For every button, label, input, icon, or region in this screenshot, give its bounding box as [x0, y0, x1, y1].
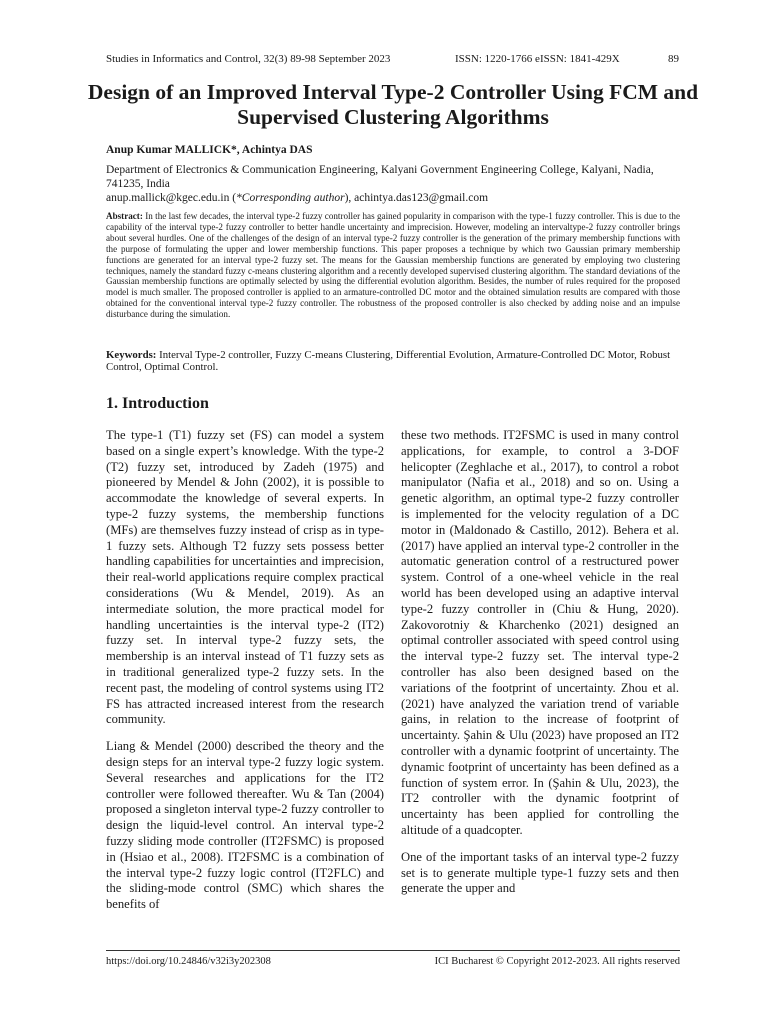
paragraph: One of the important tasks of an interval type-2 fuzzy set is to generate multiple type-1 fuzzy sets and then generate the upper and [401, 849, 679, 896]
email-2: achintya.das123@gmail.com [354, 192, 489, 204]
paragraph: The type-1 (T1) fuzzy set (FS) can model a system based on a single expert’s knowledge. With the type-2 (T2) fuzzy set, introduced by Zadeh (1975) and pioneered by Mendel & John (2002), it is possible to accommodate the knowledge of several experts. In type-2 fuzzy systems, the membership functions (MFs) are themselves fuzzy instead of crisp as in type-1 fuzzy sets. Although T2 fuzzy sets possess better handling capabilities for uncertainties and imprecision, their real-world applications require complex practical considerations (Wu & Mendel, 2019). As an intermediate solution, the more practical model for handling uncertainties is the interval type-2 (IT2) fuzzy set. In interval type-2 fuzzy sets, the membership is an interval instead of T1 fuzzy sets as in traditional generalized type-2 fuzzy sets. In the recent past, the modeling of control systems using IT2 FS has attracted increased interest from the research community. [106, 428, 384, 727]
right-column [401, 428, 679, 908]
affiliation: Department of Electronics & Communication Engineering, Kalyani Government Engineering College, Kalyani, Nadia, 741235, India [106, 164, 654, 190]
left-column [106, 428, 384, 924]
keywords-label: Keywords: [106, 349, 157, 361]
paragraph: these two methods. IT2FSMC is used in many control applications, for example, to control a 3-DOF helicopter (Zeghlache et al., 2017), to control a robot manipulator (Nafia et al., 2018) and so on. Using a genetic algorithm, an optimal type-2 fuzzy controller is implemented for the velocity regulation of a DC motor in (Maldonado & Castillo, 2012). Behera et al. (2017) have applied an interval type-2 controller in the automatic generation control of a restructured power system. Control of a one-wheel vehicle in the real world has been developed using an adaptive interval type-2 fuzzy controller in (Chiu & Hung, 2020). Zakovorotniy & Kharchenko (2021) designed an optimal controller associated with speed control using the interval type-2 fuzzy set. The interval type-2 controller has also been designed based on the variations of the footprint of uncertainty. Zhou et al. (2021) have analyzed the variation trend of variable gains, in relation to the increase of footprint of uncertainty. Şahin & Ulu (2023) have proposed an IT2 controller with a dynamic footprint of uncertainty. The dynamic footprint of uncertainty has been defined as a function of system error. In (Şahin & Ulu, 2023), the IT2 controller with the dynamic footprint of uncertainty has been applied for controlling the altitude of a quadcopter. [401, 428, 679, 837]
keywords-text: Interval Type-2 controller, Fuzzy C-means Clustering, Differential Evolution, Armature-Controlled DC Motor, Robust Control, Optimal Control. [106, 349, 671, 373]
issn-info: ISSN: 1220-1766 eISSN: 1841-429X [455, 53, 620, 65]
abstract-label: Abstract: [106, 211, 143, 221]
abstract-text: In the last few decades, the interval type-2 fuzzy controller has gained popularity in comparison with the type-1 fuzzy controller. This is due to the capability of the interval type-2 fuzzy controller to better handle uncertainty and imprecision. However, modeling an intervaltype-2 fuzzy controller brings about several hurdles. One of the challenges of the design of an interval type-2 fuzzy controller is the generation of the primary membership functions with the purpose of formulating the upper and lower membership functions. This paper proposes a technique by which two Gaussian primary membership functions are generated for an interval type-2 fuzzy set. The means for the Gaussian membership functions are generated by employing two clustering techniques, namely the standard fuzzy c-means clustering algorithm and a recently developed supervised clustering algorithm. The standard deviations of the Gaussian membership functions are optimally selected by using the differential evolution algorithm. Besides, the number of rules required for the proposed model is much smaller. The proposed controller is applied to an armature-controlled DC motor and the obtained simulation results are compared with those obtained for the conventional interval type-2 fuzzy controller. The robustness of the proposed controller is also checked by adding noise and an impulse disturbance during the simulation. [106, 211, 680, 320]
email-1: anup.mallick@kgec.edu.in [106, 192, 230, 204]
authors: Anup Kumar MALLICK*, Achintya DAS [106, 144, 313, 156]
header-right [455, 53, 679, 65]
corresponding-note: *Corresponding author [236, 192, 345, 204]
copyright: ICI Bucharest © Copyright 2012-2023. All rights reserved [434, 956, 680, 967]
doi-link[interactable]: https://doi.org/10.24846/v32i3y202308 [106, 956, 271, 967]
email-line: anup.mallick@kgec.edu.in (*Corresponding author), achintya.das123@gmail.com [106, 192, 489, 204]
page-number: 89 [668, 53, 679, 65]
footer-rule [106, 950, 680, 951]
paper-title: Design of an Improved Interval Type-2 Controller Using FCM and Supervised Clustering Algorithms [87, 80, 699, 129]
section-heading: 1. Introduction [106, 395, 209, 412]
abstract [106, 211, 680, 320]
journal-header: Studies in Informatics and Control, 32(3) 89-98 September 2023 [106, 53, 391, 65]
paragraph: Liang & Mendel (2000) described the theory and the design steps for an interval type-2 fuzzy logic system. Several researches and applications for the IT2 controller were followed thereafter. Wu & Tan (2004) proposed a singleton interval type-2 fuzzy controller to design the liquid-level control. An interval type-2 fuzzy sliding mode controller (IT2FSMC) is proposed in (Hsiao et al., 2008). IT2FSMC is a combination of the interval type-2 fuzzy logic control (IT2FLC) and the sliding-mode control (SMC) which shares the benefits of [106, 739, 384, 912]
keywords [106, 349, 680, 373]
